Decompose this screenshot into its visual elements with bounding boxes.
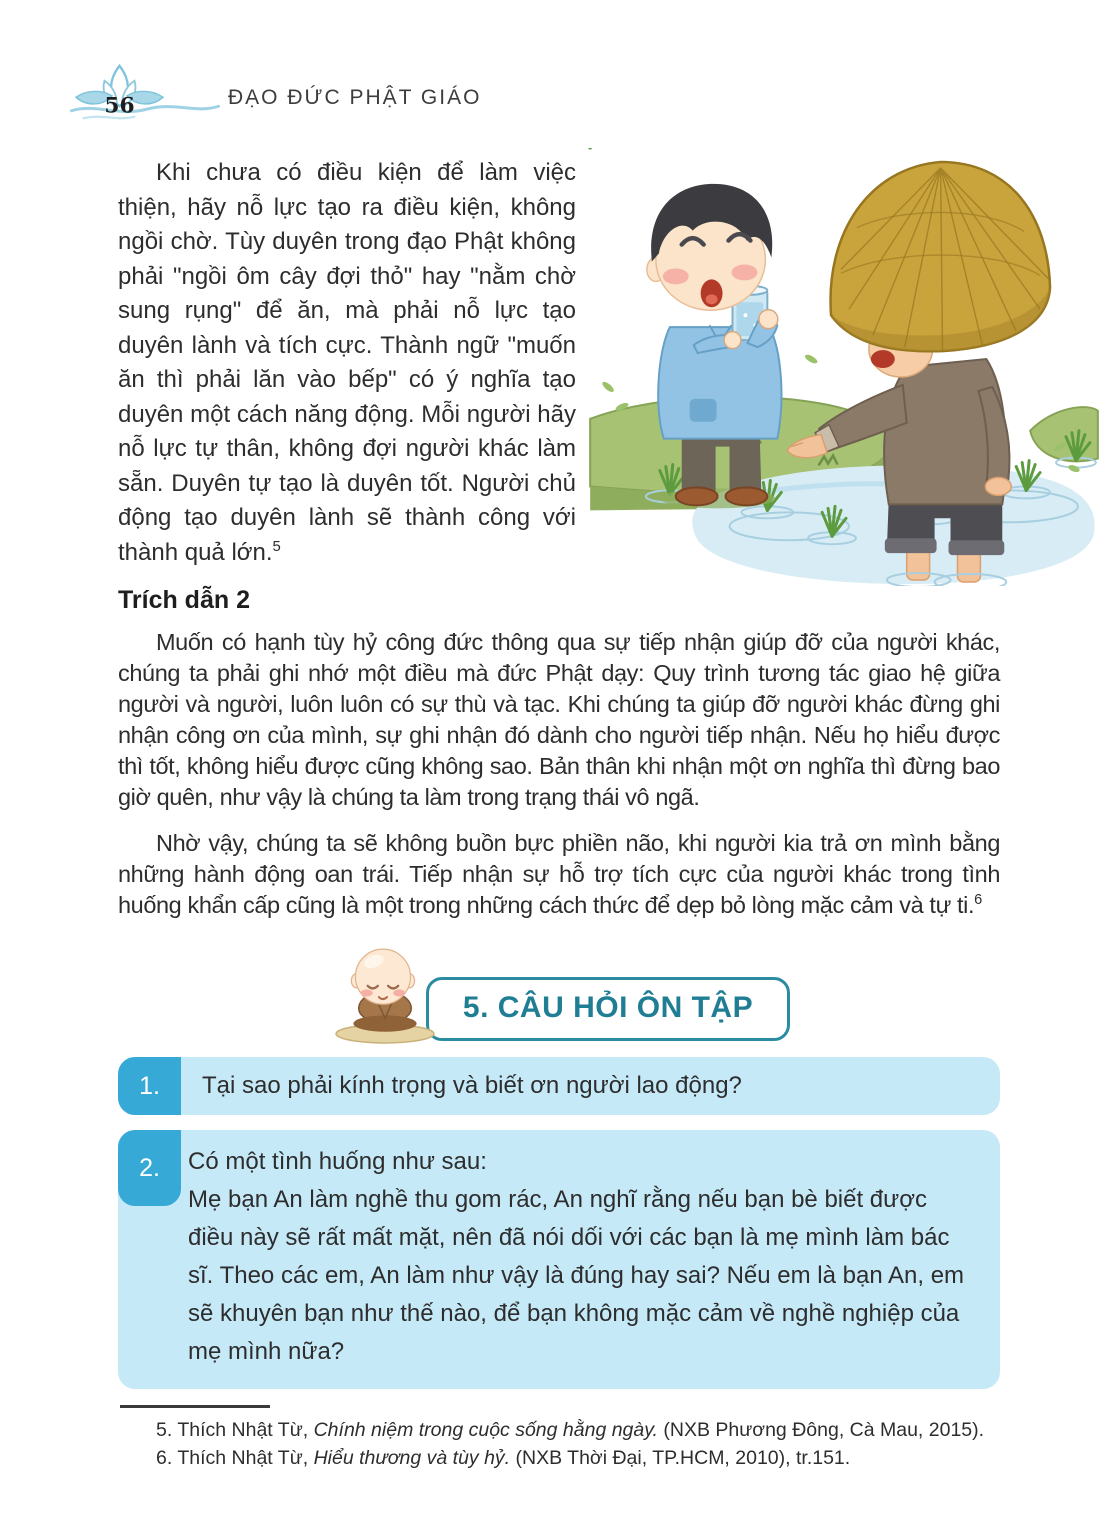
page-title: ĐẠO ĐỨC PHẬT GIÁO — [228, 86, 482, 109]
paragraph-1-text: Khi chưa có điều kiện để làm việc thiện, hãy nỗ lực tạo ra điều kiện, không ngồi chờ. Tùy duyên trong đạo Phật không phải "ngồi ôm cây đợi thỏ" hay "nằm chờ sung rụng" để ăn, mà phải nỗ lực tạo duyên lành và tích cực. Thành ngữ "muốn ăn thì phải lăn vào bếp" có ý nghĩa tạo duyên một cách năng động. Mỗi người hãy nỗ lực tự thân, không đợi người khác làm sẵn. Duyên tự tạo là duyên tốt. Người chủ động tạo duyên lành sẽ thành công với thành quả lớn. — [118, 159, 576, 566]
footnote-ref-5: 5 — [272, 538, 281, 555]
paragraph-2 — [118, 627, 1000, 813]
paragraph-3 — [118, 828, 1000, 921]
page-number: 56 — [104, 93, 135, 119]
footnote-6 — [156, 1445, 1000, 1473]
footnote-5-author: Thích Nhật Từ, — [177, 1419, 309, 1441]
section-heading: Trích dẫn 2 — [118, 586, 250, 614]
question-1 — [118, 1057, 1000, 1115]
footnotes — [118, 1417, 1000, 1472]
question-2 — [118, 1130, 1000, 1389]
footnote-5-title: Chính niệm trong cuộc sống hằng ngày. — [313, 1419, 658, 1441]
footnote-5-publisher: (NXB Phương Đông, Cà Mau, 2015). — [663, 1419, 985, 1441]
footnote-6-publisher: (NXB Thời Đại, TP.HCM, 2010), tr.151. — [515, 1446, 851, 1469]
quiz-banner-label: 5. CÂU HỎI ÔN TẬP — [462, 991, 754, 1024]
footnote-ref-6: 6 — [974, 892, 982, 909]
intro-block — [118, 156, 1000, 570]
question-2-number-badge: 2. — [118, 1130, 181, 1206]
question-1-number-badge: 1. — [118, 1057, 181, 1115]
illustration-boy-offering-water-to-farmer-icon — [588, 148, 1100, 586]
quiz-banner-row — [118, 943, 1000, 1041]
monk-mascot-icon — [328, 943, 442, 1045]
question-2-body: Mẹ bạn An làm nghề thu gom rác, An nghĩ rằng nếu bạn bè biết được điều này sẽ rất mất mặt, nên đã nói dối với các bạn là mẹ mình làm bác sĩ. Theo các em, An làm như vậy là đúng hay sai? Nếu em là bạn An, em sẽ khuyên bạn như thế nào, để bạn không mặc cảm về nghề nghiệp của mẹ mình nữa? — [188, 1186, 965, 1365]
footnote-6-title: Hiểu thương và tùy hỷ. — [313, 1446, 511, 1469]
footnote-6-number: 6. — [156, 1446, 173, 1469]
footnote-6-author: Thích Nhật Từ, — [177, 1446, 309, 1469]
footnote-5 — [156, 1417, 1000, 1445]
question-1-text: Tại sao phải kính trọng và biết ơn người lao động? — [202, 1072, 742, 1099]
page-content — [0, 138, 1106, 1472]
paragraph-3-text: Nhờ vậy, chúng ta sẽ không buồn bực phiền não, khi người kia trả ơn mình bằng những hành động oan trái. Tiếp nhận sự hỗ trợ tích cực của người khác trong tình huống khẩn cấp cũng là một trong những cách thức để dẹp bỏ lòng mặc cảm và tự ti. — [118, 830, 1000, 918]
question-2-intro: Có một tình huống như sau: — [188, 1148, 487, 1175]
lotus-page-number-icon — [70, 52, 220, 138]
quiz-banner — [426, 977, 790, 1041]
paragraph-2-text: Muốn có hạnh tùy hỷ công đức thông qua sự tiếp nhận giúp đỡ của người khác, chúng ta phải ghi nhớ một điều mà đức Phật dạy: Quy trình tương tác giao hệ giữa người và người, luôn luôn có sự thù và tạc. Khi chúng ta giúp đỡ người khác đừng ghi nhận công ơn của mình, sự ghi nhận đó dành cho người tiếp nhận. Nếu họ hiểu được thì tốt, không hiểu được cũng không sao. Bản thân khi nhận một ơn nghĩa thì đừng bao giờ quên, như vậy là chúng ta làm trong trạng thái vô ngã. — [118, 629, 1000, 810]
page-header — [0, 0, 1106, 138]
footnote-divider — [120, 1405, 270, 1408]
footnote-5-number: 5. — [156, 1419, 173, 1441]
